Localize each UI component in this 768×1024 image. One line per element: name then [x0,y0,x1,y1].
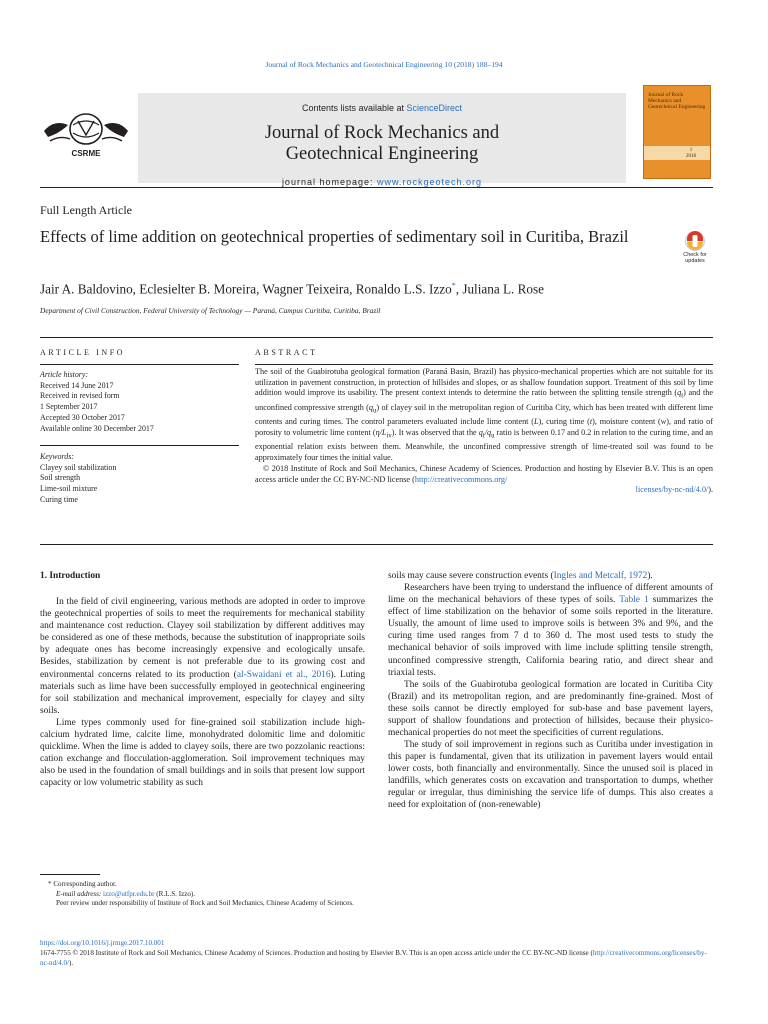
journal-name [138,123,626,165]
history-item: 1 September 2017 [40,402,98,412]
crossmark-label: Check for updates [683,252,707,264]
crossmark-badge[interactable] [676,230,714,266]
corresponding-author-marker[interactable]: * [451,281,456,290]
peer-review-note: Peer review under responsibility of Institute of Rock and Soil Mechanics, Chinese Academy of Sciences. [56,899,354,907]
journal-cover-thumbnail[interactable] [643,85,711,179]
cover-band [644,146,710,160]
article-info-heading: ARTICLE INFO [40,348,126,357]
article-type: Full Length Article [40,203,132,217]
history-label: Article history: [40,370,88,379]
cover-volume [686,148,696,160]
affiliation: Department of Civil Construction, Federal University of Technology — Paraná, Campus Curitiba, Curitiba, Brazil [40,306,381,315]
doi-link[interactable]: https://doi.org/10.1016/j.jrmge.2017.10.001 [40,939,165,947]
contents-prefix: Contents lists available at [301,103,407,113]
homepage-link[interactable]: www.rockgeotech.org [377,177,483,187]
authors-last: , Juliana L. Rose [455,281,545,297]
homepage-prefix: journal homepage: [281,177,377,187]
abstract-license-end: licenses/by-nc-nd/4.0/). [635,485,713,495]
cover-title: Journal of Rock Mechanics and Geotechnical Engineering [648,92,706,111]
abstract-heading: ABSTRACT [255,348,318,357]
email-link[interactable]: izzo@utfpr.edu.br [103,889,155,898]
corresponding-note: * Corresponding author. [48,880,117,888]
journal-header [40,83,713,185]
section-heading-introduction: 1. Introduction [40,571,101,581]
article-title: Effects of lime addition on geotechnical properties of sedimentary soil in Curitiba, Brazil [40,227,629,246]
affiliation-rule [40,337,713,338]
right-column [388,570,713,812]
body-paragraph: soils may cause severe construction events (Ingles and Metcalf, 1972). [388,571,653,581]
left-column [40,570,365,789]
issn-line: 1674-7755 © 2018 Institute of Rock and Soil Mechanics, Chinese Academy of Sciences. Production and hosting by Elsevier B.V. This is an open access article under the CC BY-NC-ND license (http://creativecommons.org/licenses/by-nc-nd/4.0/). [40,949,707,967]
abstract-body [255,367,713,496]
body-paragraph: The soils of the Guabirotuba geological formation are located in Curitiba City (Brazil) and its metropolitan region, and are predominantly fine-grained. Most of these soils cannot be directly employed for sub-base and base pavement layers, support of shallow foundations and protection of hillsides, because their physico-mechanical properties do not meet the specificities of current regulations. [388,679,713,739]
info-rule [40,364,239,365]
license-link[interactable]: licenses/by-nc-nd/4.0/ [635,485,709,495]
journal-citation[interactable]: Journal of Rock Mechanics and Geotechnical Engineering 10 (2018) 188–194 [265,60,503,69]
authors-main: Jair A. Baldovino, Eclesielter B. Moreira, Wagner Teixeira, Ronaldo L.S. Izzo [40,281,452,297]
table-link[interactable]: Table 1 [619,595,649,606]
cover-year: 2018 [686,154,696,159]
keywords [40,452,116,506]
article-history [40,370,154,434]
author-list [40,281,544,297]
keyword-item: Soil strength [40,473,81,483]
reference-link[interactable]: al-Swaidani et al., 2016 [236,669,331,680]
body-paragraph: Lime types commonly used for fine-grained soil stabilization include high-calcium hydrated lime, calcite lime, monohydrated dolomitic lime and dolomitic quicklime. When the lime is added to clayey soils, there are two pozzolanic reactions: cation exchange and flocculation-agglomeration. Soil improvement techniques may also be used in the foundation of small buildings and in soils that present low support capacity or low volumetric stability as such [40,717,365,789]
abstract-rule [255,364,713,365]
abstract-bottom-rule [40,544,713,545]
abstract-copyright: © 2018 Institute of Rock and Soil Mechanics, Chinese Academy of Sciences. Production and hosting by Elsevier B.V. This is an open access article under the CC BY-NC-ND license (http://creativecommons.org/ [255,463,713,484]
keywords-label: Keywords: [40,452,74,461]
keyword-item: Clayey soil stabilization [40,462,117,472]
reference-link[interactable]: Ingles and Metcalf, 1972 [553,571,648,581]
history-item: Accepted 30 October 2017 [40,412,125,422]
csrme-logo [40,111,132,159]
history-item: Received in revised form [40,391,120,401]
abstract-paragraph: The soil of the Guabirotuba geological formation (Paraná Basin, Brazil) has physico-mechanical properties which are not suitable for its utilization in pavement construction, in protection of hillsides and slopes, or as shallow foundation support. Treatment of this soil by lime addition would improve its usability. The present context intends to determine the ratio between the splitting tensile strength $(q_t)$ and the unconfined compressive strength $(q_u)$ of clayey soil in the metropolitan region of Curitiba City, which has been treated with different lime contents and curing times. The control parameters evaluated include lime content (L), curing time (t), moisture content (w), and ratio of porosity to volumetric lime content $(\eta/L_{iv})$. It was observed that the $q_t/q_u$ ratio is between 0.17 and 0.2 in relation to the curing time, and an exponential relation exists between them. Meanwhile, the unconfined compressive strength of lime-treated soil was found to be approximately four times the initial value. [255,367,714,463]
keyword-item: Curing time [40,494,78,504]
email-note: E-mail address: izzo@utfpr.edu.br (R.L.S. Izzo). [56,889,196,898]
contents-line [138,103,626,113]
cover-volume-number: 1 [689,148,693,153]
footnotes [40,880,375,909]
journal-title-band [138,93,626,187]
history-item: Available online 30 December 2017 [40,423,154,433]
license-link[interactable]: http://creativecommons.org/ [414,474,508,484]
journal-name-line1: Journal of Rock Mechanics and [264,123,500,143]
footnote-rule [40,874,100,875]
history-item: Received 14 June 2017 [40,380,114,390]
header-rule [40,187,713,188]
body-paragraph: In the field of civil engineering, various methods are adopted in order to improve the geotechnical properties of soils to meet the requirements for mechanical stability and maintenance cost reduction. Clayey soil stabilization by different additives may be considered as one of these methods, because the substitution of inappropriate soils by adequate ones has become increasingly expensive and ecologically unsafe. Besides, stabilization by cement is not preferable due to its growing cost and environmental concerns related to its production (al-Swaidani et al., 2016). Luting materials such as lime have been successfully employed in geotechnical engineering for soil stabilization and mechanical improvement, especially for clayey and silty soils. [40,597,366,716]
body-paragraph: Researchers have been trying to understand the influence of different amounts of lime on the mechanical behaviors of these types of soils. Table 1 summarizes the effect of lime stabilization on the behavior of some soils reported in the literature. Usually, the amount of lime used to improve soils is between 3% and 9%, and the curing time used ranges from 7 d to 360 d. The most used tests to study the mechanical behavior of soils improved with lime include splitting tensile strength, unconfined compressive strength, California bearing ratio, and direct shear and triaxial tests. [388,583,713,678]
logo-text: CSRME [71,149,101,158]
keyword-item: Lime-soil mixture [40,484,98,494]
keywords-rule [40,445,239,446]
bottom-notes [40,938,713,968]
license-link[interactable]: http://creativecommons.org/licenses/by-nc-nd/4.0/ [40,949,707,967]
homepage-line [138,177,626,187]
crossmark-icon [676,230,714,252]
body-paragraph: The study of soil improvement in regions such as Curitiba under investigation in this paper is fundamental, given that its utilization in pavement layers would entail lower costs, both financially and environmentally. Since the unused soil is placed in landfills, which generates costs on excavation and transportation to dumps, whether regular or irregular, thus diminishing the service life of dumps. This also creates a need for exploitation of (non-renewable) [388,740,713,811]
sciencedirect-link[interactable]: ScienceDirect [406,103,463,113]
journal-name-line2: Geotechnical Engineering [285,144,479,164]
